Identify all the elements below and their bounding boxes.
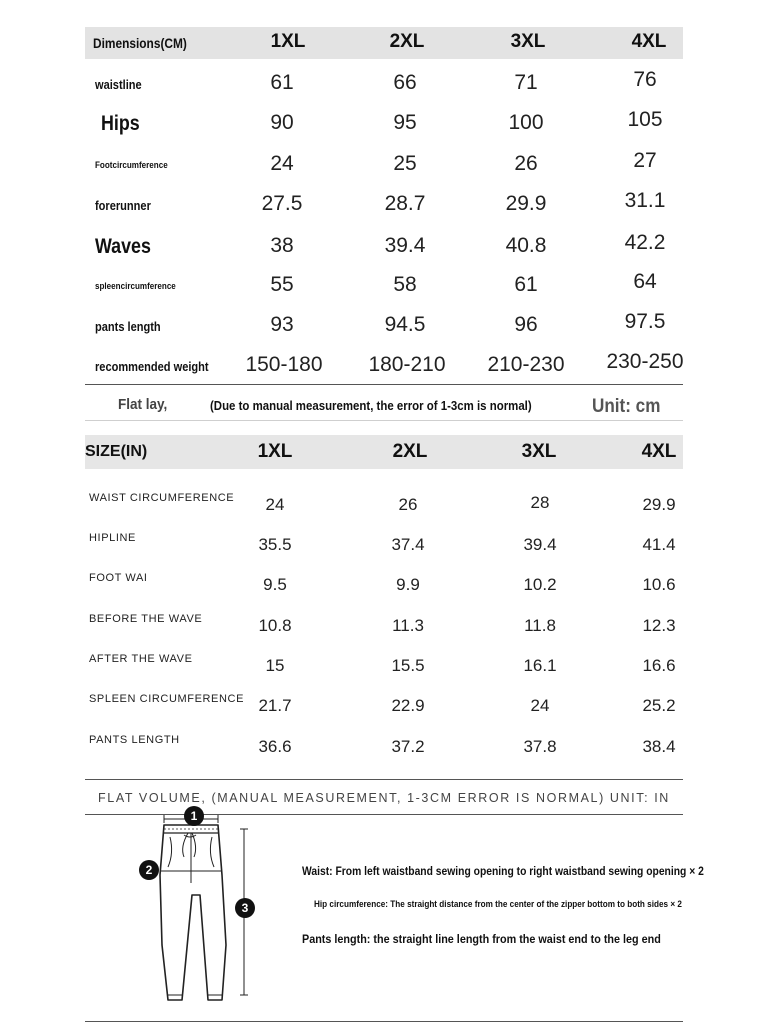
in-row-label: BEFORE THE WAVE [89,613,203,625]
in-table-header [85,435,683,469]
cm-cell: 180-210 [368,353,446,376]
cm-row-label-line1: Foot [95,159,113,171]
cm-row-forerunner [85,185,683,225]
cm-cell: 61 [270,71,294,94]
cm-cell: 26 [514,152,538,175]
cm-row-hips [85,104,683,144]
in-row-label: SPLEEN CIRCUMFERENCE [89,693,245,705]
legend-waist: Waist: From left waistband sewing opening to right waistband sewing opening × 2 [302,864,704,878]
cm-row-label-line1: spleen [95,280,121,292]
cm-row-spleen-circumference [85,266,683,306]
marker-3-badge: 3 [235,898,255,918]
cm-cell: 40.8 [505,234,547,257]
in-row-spleen [85,685,683,725]
cm-row-waves [85,227,683,267]
in-cell: 10.8 [258,616,292,635]
cm-row-waistline [85,64,683,104]
in-header-label: SIZE(IN) [85,443,148,460]
in-cell: 26 [398,495,418,514]
in-row-pants-length [85,726,683,766]
cm-cell: 64 [633,270,657,293]
in-table-note: FLAT VOLUME, (MANUAL MEASUREMENT, 1-3CM ERROR IS NORMAL) UNIT: IN [98,791,670,805]
cm-cell: 42.2 [624,231,666,254]
cm-cell: 31.1 [624,189,666,212]
cm-header-label: Dimensions(CM) [93,35,187,51]
cm-cell: 39.4 [384,234,426,257]
cm-row-foot-circumference [85,145,683,185]
in-size-3xl: 3XL [521,441,557,462]
in-cell: 39.4 [523,535,557,554]
in-cell: 11.3 [392,616,424,635]
cm-row-label-line2: circumference [112,159,168,171]
cm-row-pants-length [85,306,683,346]
cm-size-2xl: 2XL [389,31,425,52]
cm-cell: 28.7 [384,192,426,215]
in-cell: 37.8 [523,737,557,756]
cm-cell: 38 [270,234,294,257]
in-cell: 15 [265,656,285,675]
in-cell: 37.2 [391,737,425,756]
bottom-divider [85,1021,683,1022]
cm-row-label: pants length [95,318,161,334]
cm-row-label-line2: circumference [120,280,176,292]
cm-cell: 230-250 [606,350,684,373]
in-size-4xl: 4XL [641,441,677,462]
cm-table-divider [85,384,683,385]
cm-cell: 97.5 [624,310,666,333]
cm-row-label: Hips [101,112,140,135]
legend-hip: Hip circumference: The straight distance from the center of the zipper bottom to both sides × 2 [314,899,682,910]
in-row-label: WAIST CIRCUMFERENCE [89,492,235,504]
cm-size-4xl: 4XL [631,31,667,52]
cm-row-label: forerunner [95,197,151,213]
in-cell: 25.2 [642,696,676,715]
cm-cell: 24 [270,152,294,175]
cm-cell: 55 [270,273,294,296]
cm-row-label: Waves [95,235,151,258]
cm-note-error: (Due to manual measurement, the error of 1-3cm is normal) [210,398,532,413]
cm-table-header [85,27,683,59]
in-cell: 10.2 [523,575,557,594]
cm-row-recommended-weight [85,346,683,386]
in-cell: 36.6 [258,737,292,756]
in-row-label: HIPLINE [89,532,136,544]
cm-row-label: waistline [95,76,142,92]
cm-cell: 76 [633,68,657,91]
cm-cell: 71 [514,71,538,94]
in-cell: 15.5 [391,656,425,675]
in-row-waist [85,484,683,524]
in-cell: 12.3 [642,616,676,635]
in-cell: 9.5 [263,575,287,594]
cm-cell: 105 [627,108,663,131]
in-cell: 10.6 [642,575,676,594]
cm-note-divider [85,420,683,421]
in-cell: 9.9 [396,575,420,594]
in-cell: 24 [530,696,550,715]
cm-size-1xl: 1XL [270,31,306,52]
in-size-1xl: 1XL [257,441,293,462]
in-size-2xl: 2XL [392,441,428,462]
in-row-label: FOOT WAI [89,572,148,584]
in-row-after-wave [85,645,683,685]
marker-2-badge: 2 [139,860,159,880]
cm-row-label: recommended weight [95,358,209,374]
in-row-foot [85,564,683,604]
cm-cell: 58 [393,273,417,296]
cm-cell: 93 [270,313,294,336]
in-row-before-wave [85,605,683,645]
in-cell: 28 [530,493,550,512]
in-cell: 11.8 [524,616,556,635]
cm-cell: 210-230 [487,353,565,376]
legend-pants-length: Pants length: the straight line length from the waist end to the leg end [302,932,661,946]
in-row-hipline [85,524,683,564]
in-cell: 16.1 [523,656,557,675]
cm-row-label [95,266,176,306]
in-row-label: PANTS LENGTH [89,734,180,746]
cm-cell: 66 [393,71,417,94]
cm-cell: 100 [508,111,544,134]
in-cell: 16.6 [642,656,676,675]
cm-cell: 96 [514,313,538,336]
in-cell: 29.9 [642,495,676,514]
cm-cell: 150-180 [245,353,323,376]
cm-cell: 25 [393,152,417,175]
in-table-divider [85,779,683,780]
cm-cell: 27.5 [261,192,303,215]
cm-note-flat: Flat lay, [118,396,168,413]
cm-cell: 94.5 [384,313,426,336]
pants-outline-icon [160,825,226,1000]
cm-size-3xl: 3XL [510,31,546,52]
cm-cell: 27 [633,149,657,172]
in-cell: 21.7 [258,696,292,715]
in-cell: 24 [265,495,285,514]
cm-cell: 61 [514,273,538,296]
cm-cell: 95 [393,111,417,134]
in-cell: 22.9 [391,696,425,715]
in-cell: 38.4 [642,737,676,756]
in-row-label: AFTER THE WAVE [89,653,193,665]
in-cell: 41.4 [642,535,676,554]
in-cell: 37.4 [391,535,425,554]
cm-note-unit: Unit: cm [592,396,661,417]
in-cell: 35.5 [258,535,292,554]
cm-cell: 90 [270,111,294,134]
cm-row-label [95,145,168,185]
marker-1-badge: 1 [184,806,204,826]
cm-cell: 29.9 [505,192,547,215]
